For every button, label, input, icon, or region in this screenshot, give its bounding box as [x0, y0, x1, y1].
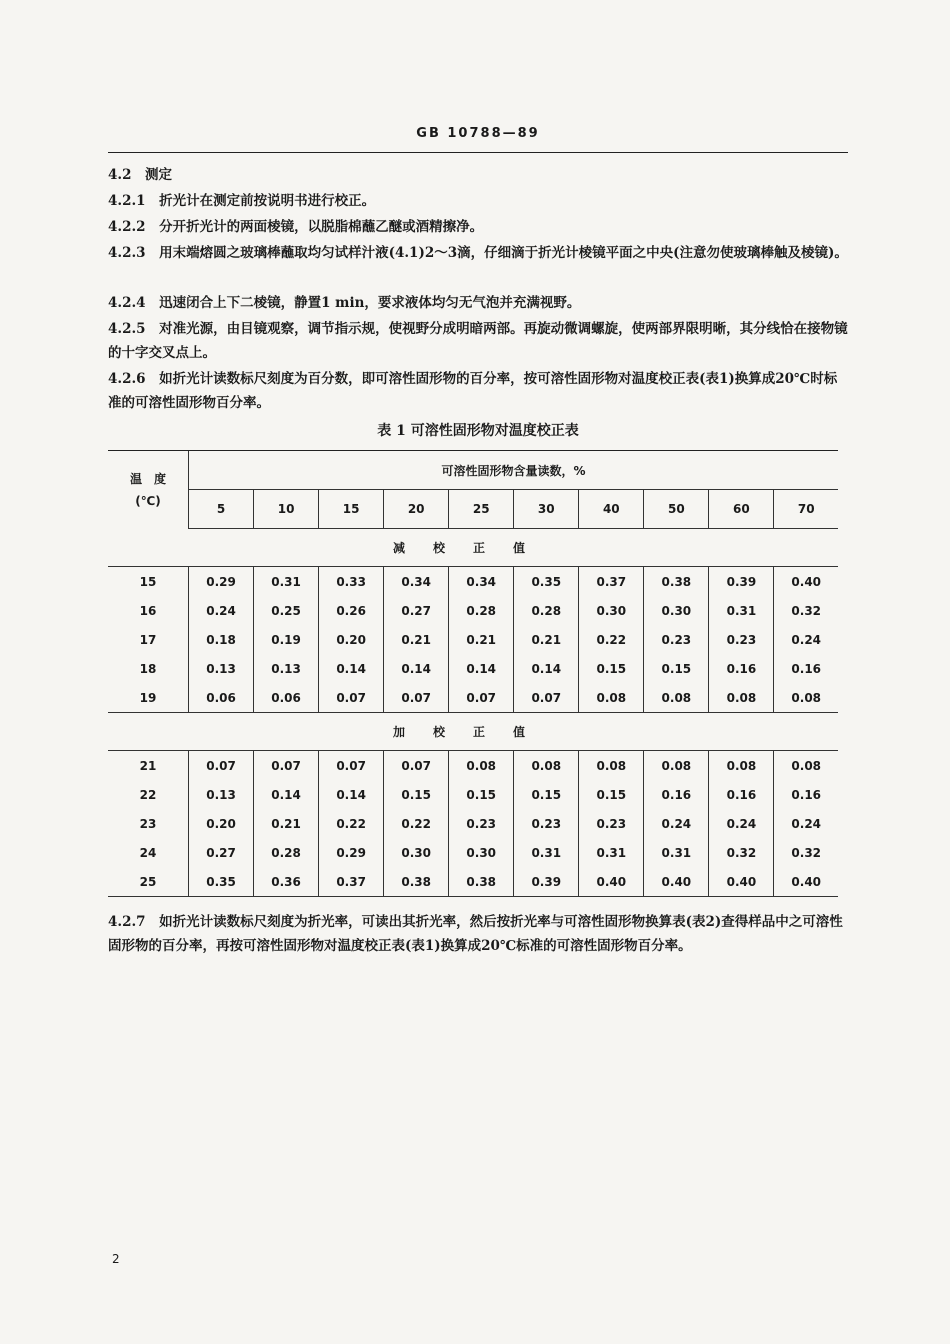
- correction-value-cell: 0.31: [709, 596, 774, 625]
- correction-value-cell: 0.08: [774, 751, 838, 781]
- section-heading: 4.2 测定: [108, 167, 172, 183]
- table-row: [108, 838, 838, 867]
- correction-value-cell: 0.15: [384, 780, 449, 809]
- correction-value-cell: 0.40: [774, 867, 838, 897]
- correction-value-cell: 0.21: [254, 809, 319, 838]
- column-header: 70: [774, 490, 838, 529]
- correction-value-cell: 0.18: [189, 625, 254, 654]
- table-row: [108, 751, 838, 781]
- correction-value-cell: 0.08: [644, 751, 709, 781]
- correction-value-cell: 0.30: [579, 596, 644, 625]
- table-row: [108, 625, 838, 654]
- correction-value-cell: 0.29: [189, 567, 254, 597]
- correction-value-cell: 0.16: [774, 780, 838, 809]
- correction-value-cell: 0.31: [514, 838, 579, 867]
- correction-value-cell: 0.21: [384, 625, 449, 654]
- correction-value-cell: 0.21: [449, 625, 514, 654]
- temperature-cell: 17: [139, 632, 157, 647]
- temperature-cell: 22: [139, 787, 157, 802]
- correction-value-cell: 0.23: [579, 809, 644, 838]
- correction-value-cell: 0.16: [774, 654, 838, 683]
- column-header: 15: [319, 490, 384, 529]
- correction-value-cell: 0.32: [774, 838, 838, 867]
- temperature-unit: (℃): [135, 493, 161, 508]
- temperature-cell: 15: [139, 574, 157, 589]
- correction-value-cell: 0.08: [514, 751, 579, 781]
- correction-value-cell: 0.24: [709, 809, 774, 838]
- correction-value-cell: 0.07: [514, 683, 579, 713]
- page-number: 2: [112, 1252, 120, 1266]
- correction-value-cell: 0.28: [254, 838, 319, 867]
- correction-value-cell: 0.30: [644, 596, 709, 625]
- section-label-row: [108, 529, 838, 567]
- paragraph-4-2-4: 4.2.4 迅速闭合上下二棱镜，静置1 min，要求液体均匀无气泡并充满视野。: [108, 295, 581, 311]
- correction-value-cell: 0.34: [384, 567, 449, 597]
- correction-value-cell: 0.38: [384, 867, 449, 897]
- correction-value-cell: 0.07: [449, 683, 514, 713]
- correction-value-cell: 0.38: [449, 867, 514, 897]
- correction-value-cell: 0.20: [189, 809, 254, 838]
- correction-value-cell: 0.40: [709, 867, 774, 897]
- correction-table: [108, 450, 838, 897]
- correction-value-cell: 0.16: [644, 780, 709, 809]
- correction-value-cell: 0.29: [319, 838, 384, 867]
- table-row: [108, 567, 838, 597]
- temperature-cell: 21: [139, 758, 157, 773]
- column-header: 5: [189, 490, 254, 529]
- correction-value-cell: 0.08: [709, 683, 774, 713]
- correction-value-cell: 0.07: [319, 751, 384, 781]
- correction-value-cell: 0.08: [709, 751, 774, 781]
- correction-value-cell: 0.33: [319, 567, 384, 597]
- correction-value-cell: 0.27: [189, 838, 254, 867]
- paragraph-4-2-1: 4.2.1 折光计在测定前按说明书进行校正。: [108, 193, 376, 209]
- correction-value-cell: 0.31: [579, 838, 644, 867]
- paragraph-4-2-2: 4.2.2 分开折光计的两面棱镜，以脱脂棉蘸乙醚或酒精擦净。: [108, 219, 484, 235]
- correction-value-cell: 0.15: [449, 780, 514, 809]
- correction-value-cell: 0.14: [319, 780, 384, 809]
- correction-value-cell: 0.31: [644, 838, 709, 867]
- correction-value-cell: 0.08: [644, 683, 709, 713]
- correction-value-cell: 0.30: [449, 838, 514, 867]
- correction-value-cell: 0.40: [579, 867, 644, 897]
- temperature-cell: 18: [139, 661, 157, 676]
- correction-value-cell: 0.19: [254, 625, 319, 654]
- paragraph-4-2-7: 4.2.7 如折光计读数标尺刻度为折光率，可读出其折光率，然后按折光率与可溶性固形物换算表(表2)查得样品中之可溶性固形物的百分率，再按可溶性固形物对温度校正表(表1)换算成20℃标准的可溶性固形物百分率。: [108, 914, 843, 954]
- table-row: [108, 683, 838, 713]
- correction-value-cell: 0.16: [709, 780, 774, 809]
- table-body: [108, 529, 838, 897]
- temperature-cell: 25: [108, 867, 189, 897]
- correction-value-cell: 0.13: [189, 780, 254, 809]
- correction-value-cell: 0.24: [644, 809, 709, 838]
- correction-value-cell: 0.32: [709, 838, 774, 867]
- temperature-header-cell: [108, 451, 189, 529]
- table-row: [108, 809, 838, 838]
- correction-value-cell: 0.15: [644, 654, 709, 683]
- header-rule: [108, 152, 848, 153]
- correction-value-cell: 0.38: [644, 567, 709, 597]
- correction-value-cell: 0.14: [449, 654, 514, 683]
- correction-value-cell: 0.15: [514, 780, 579, 809]
- correction-value-cell: 0.37: [319, 867, 384, 897]
- section-label-row: [108, 713, 838, 751]
- correction-value-cell: 0.40: [774, 567, 838, 597]
- table-row: [108, 654, 838, 683]
- temperature-cell: 19: [108, 683, 189, 713]
- column-header: 10: [254, 490, 319, 529]
- column-header-row: [108, 490, 838, 529]
- solids-group-header: 可溶性固形物含量读数，%: [189, 451, 839, 490]
- column-header: 25: [449, 490, 514, 529]
- correction-value-cell: 0.34: [449, 567, 514, 597]
- correction-value-cell: 0.40: [644, 867, 709, 897]
- correction-value-cell: 0.14: [319, 654, 384, 683]
- temperature-header: 温 度: [129, 471, 166, 486]
- temperature-cell: 24: [139, 845, 157, 860]
- column-header: 50: [644, 490, 709, 529]
- correction-value-cell: 0.30: [384, 838, 449, 867]
- correction-value-cell: 0.16: [709, 654, 774, 683]
- correction-value-cell: 0.08: [579, 751, 644, 781]
- correction-value-cell: 0.14: [514, 654, 579, 683]
- correction-value-cell: 0.23: [514, 809, 579, 838]
- correction-value-cell: 0.27: [384, 596, 449, 625]
- column-header: 60: [709, 490, 774, 529]
- correction-value-cell: 0.14: [254, 780, 319, 809]
- correction-value-cell: 0.28: [449, 596, 514, 625]
- column-header: 20: [384, 490, 449, 529]
- correction-value-cell: 0.26: [319, 596, 384, 625]
- paragraph-4-2-5: 4.2.5 对准光源，由目镜观察，调节指示规，使视野分成明暗两部。再旋动微调螺旋，使两部界限明晰，其分线恰在接物镜的十字交叉点上。: [108, 321, 848, 361]
- correction-value-cell: 0.15: [579, 780, 644, 809]
- correction-value-cell: 0.20: [319, 625, 384, 654]
- correction-value-cell: 0.23: [644, 625, 709, 654]
- correction-value-cell: 0.28: [514, 596, 579, 625]
- correction-value-cell: 0.39: [514, 867, 579, 897]
- correction-value-cell: 0.07: [189, 751, 254, 781]
- column-header: 30: [514, 490, 579, 529]
- correction-value-cell: 0.24: [774, 625, 838, 654]
- paragraph-4-2-6: 4.2.6 如折光计读数标尺刻度为百分数，即可溶性固形物的百分率，按可溶性固形物对温度校正表(表1)换算成20℃时标准的可溶性固形物百分率。: [108, 371, 838, 411]
- section-label: 加校正值: [108, 713, 838, 751]
- correction-value-cell: 0.22: [579, 625, 644, 654]
- correction-value-cell: 0.08: [449, 751, 514, 781]
- correction-value-cell: 0.39: [709, 567, 774, 597]
- correction-value-cell: 0.37: [579, 567, 644, 597]
- paragraph-4-2-3: 4.2.3 用末端熔圆之玻璃棒蘸取均匀试样汁液(4.1)2～3滴，仔细滴于折光计棱镜平面之中央(注意勿使玻璃棒触及棱镜)。: [108, 245, 848, 261]
- correction-value-cell: 0.06: [254, 683, 319, 713]
- correction-value-cell: 0.07: [384, 683, 449, 713]
- column-header: 40: [579, 490, 644, 529]
- table-row: [108, 596, 838, 625]
- correction-value-cell: 0.07: [384, 751, 449, 781]
- correction-value-cell: 0.14: [384, 654, 449, 683]
- correction-value-cell: 0.36: [254, 867, 319, 897]
- temperature-cell: 16: [139, 603, 157, 618]
- correction-value-cell: 0.31: [254, 567, 319, 597]
- correction-value-cell: 0.25: [254, 596, 319, 625]
- table-title: 表 1 可溶性固形物对温度校正表: [377, 423, 579, 439]
- correction-value-cell: 0.08: [579, 683, 644, 713]
- correction-value-cell: 0.35: [189, 867, 254, 897]
- section-label: 减校正值: [108, 529, 838, 567]
- standard-header: GB 10788—89: [416, 126, 540, 141]
- correction-value-cell: 0.15: [579, 654, 644, 683]
- correction-value-cell: 0.23: [449, 809, 514, 838]
- temperature-cell: 23: [139, 816, 157, 831]
- correction-value-cell: 0.22: [384, 809, 449, 838]
- correction-value-cell: 0.22: [319, 809, 384, 838]
- correction-value-cell: 0.07: [319, 683, 384, 713]
- correction-value-cell: 0.13: [254, 654, 319, 683]
- table-row: [108, 780, 838, 809]
- correction-value-cell: 0.08: [774, 683, 838, 713]
- table-row: [108, 867, 838, 897]
- correction-value-cell: 0.13: [189, 654, 254, 683]
- correction-value-cell: 0.23: [709, 625, 774, 654]
- correction-value-cell: 0.24: [189, 596, 254, 625]
- correction-value-cell: 0.07: [254, 751, 319, 781]
- correction-value-cell: 0.35: [514, 567, 579, 597]
- correction-value-cell: 0.32: [774, 596, 838, 625]
- correction-value-cell: 0.24: [774, 809, 838, 838]
- correction-value-cell: 0.06: [189, 683, 254, 713]
- correction-value-cell: 0.21: [514, 625, 579, 654]
